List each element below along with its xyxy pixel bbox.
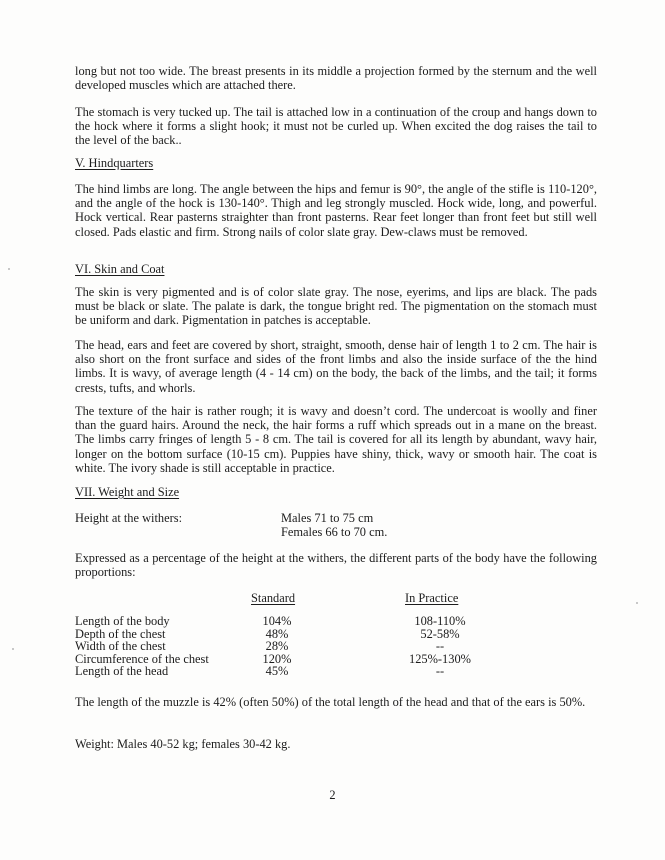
paragraph-breast: long but not too wide. The breast presents in its middle a projection formed by the sternum and the well developed muscles which are attached there. xyxy=(75,64,597,93)
row-practice: -- xyxy=(435,639,445,653)
column-header-standard: Standard xyxy=(251,591,296,605)
paragraph-stomach-tail: The stomach is very tucked up. The tail is attached low in a continuation of the croup and hangs down to the hock where it forms a slight hook; it must not be curled up. When excited the dog raises the tail to the level of the back.. xyxy=(75,105,597,148)
row-label: Length of the head xyxy=(75,664,169,678)
row-label: Circumference of the chest xyxy=(75,651,209,666)
row-standard: 28% xyxy=(265,639,289,653)
scan-speck xyxy=(8,268,10,270)
row-label: Width of the chest xyxy=(75,639,166,653)
paragraph-hair-texture: The texture of the hair is rather rough; it is wavy and doesn’t cord. The undercoat is woolly and finer than the guard hairs. Around the neck, the hair forms a ruff which spreads out in a mane on the breast. The limbs carry fringes of length 5 - 8 cm. The tail is covered for all its length by abundant, wavy hair, longer on the bottom surface (10-15 cm). Puppies have shiny, thick, wavy or smooth hair. The coat is white. The ivory shade is still acceptable in practice. xyxy=(75,404,597,475)
scan-speck xyxy=(12,648,14,650)
heading-hindquarters: V. Hindquarters xyxy=(75,156,154,170)
table-row xyxy=(75,615,505,628)
scan-speck xyxy=(636,602,638,604)
height-males: Males 71 to 75 cm xyxy=(281,511,374,525)
paragraph-skin: The skin is very pigmented and is of color slate gray. The nose, eyerims, and lips are black. The pads must be black or slate. The palate is dark, the tongue bright red. The pigmentation on the stomach must be uniform and dark. Pigmentation in patches is acceptable. xyxy=(75,285,597,328)
row-practice: 52-58% xyxy=(420,626,460,641)
paragraph-muzzle: The length of the muzzle is 42% (often 50%) of the total length of the head and that of the ears is 50%. xyxy=(75,695,586,709)
page-number: 2 xyxy=(329,788,336,802)
row-standard: 45% xyxy=(265,664,289,678)
row-standard: 120% xyxy=(262,651,292,666)
column-header-in-practice: In Practice xyxy=(405,591,459,605)
row-practice: 108-110% xyxy=(414,614,466,628)
paragraph-hind-limbs: The hind limbs are long. The angle between the hips and femur is 90°, the angle of the stifle is 110-120°, and the angle of the hock is 130-140°. Thigh and leg strongly muscled. Hock wide, long, and powerful. Hock vertical. Rear pasterns straighter than front pasterns. Rear feet longer than front feet but still well closed. Pads elastic and firm. Strong nails of color slate gray. Dew-claws must be removed. xyxy=(75,182,597,239)
row-label: Depth of the chest xyxy=(75,626,166,641)
row-practice: -- xyxy=(435,664,445,678)
height-label: Height at the withers: xyxy=(75,511,183,525)
paragraph-weight: Weight: Males 40-52 kg; females 30-42 kg. xyxy=(75,737,291,751)
table-row xyxy=(75,640,505,653)
height-females: Females 66 to 70 cm. xyxy=(281,525,388,539)
heading-weight-size: VII. Weight and Size xyxy=(75,485,180,499)
row-label: Length of the body xyxy=(75,614,170,628)
proportions-table xyxy=(75,615,505,678)
paragraph-proportions-intro: Expressed as a percentage of the height at the withers, the different parts of the body have the following proportions: xyxy=(75,551,597,580)
row-standard: 48% xyxy=(265,626,289,641)
table-row xyxy=(75,665,505,678)
heading-skin-coat: VI. Skin and Coat xyxy=(75,262,165,276)
row-standard: 104% xyxy=(262,614,292,628)
paragraph-hair-length: The head, ears and feet are covered by short, straight, smooth, dense hair of length 1 to 2 cm. The hair is also short on the front surface and sides of the front limbs and also the inside surface of the the hind limbs. It is wavy, of average length (4 - 14 cm) on the body, the back of the limbs, and the tail; it forms crests, tufts, and whorls. xyxy=(75,338,597,395)
row-practice: 125%-130% xyxy=(409,651,471,666)
